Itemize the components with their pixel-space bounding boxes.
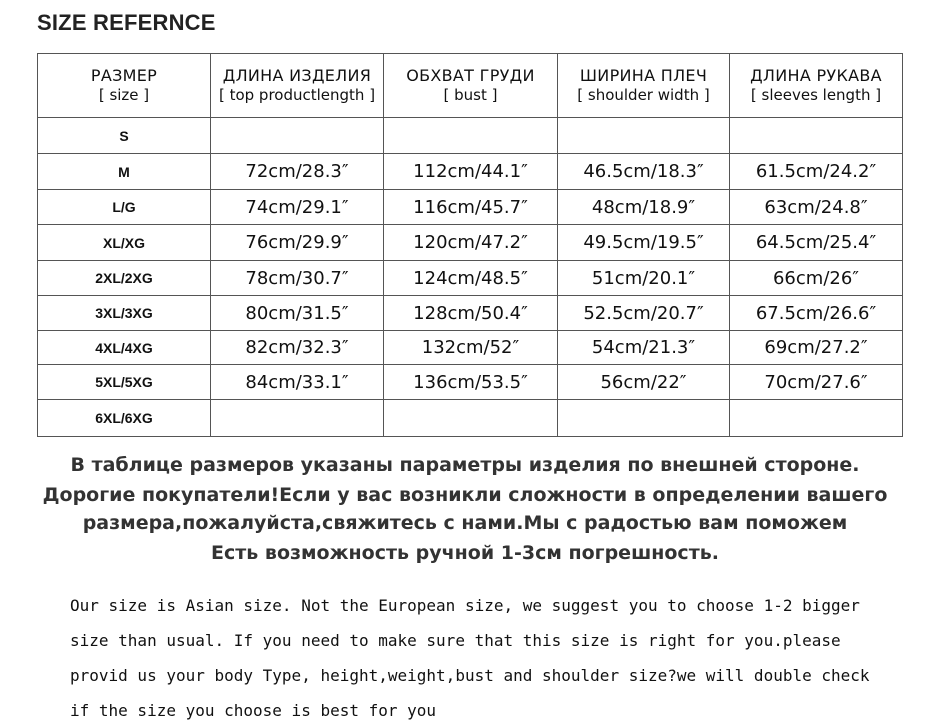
measurement-cell: 49.5cm/19.5″ [558,225,730,261]
measurement-cell: 67.5cm/26.6″ [730,296,903,331]
measurement-cell [211,118,384,154]
measurement-cell: 136cm/53.5″ [384,365,558,400]
measurement-cell [558,400,730,437]
header-label-ru: ДЛИНА РУКАВА [750,66,882,85]
measurement-cell: 84cm/33.1″ [211,365,384,400]
measurement-cell: 52.5cm/20.7″ [558,296,730,331]
size-label-cell: 5XL/5XG [38,365,211,400]
page-title: SIZE REFERNCE [37,10,216,35]
measurement-cell: 63cm/24.8″ [730,190,903,225]
measurement-cell: 51cm/20.1″ [558,261,730,296]
table-row [38,331,903,365]
size-label-cell: 3XL/3XG [38,296,211,331]
measurement-cell: 132cm/52″ [384,331,558,365]
measurement-cell: 82cm/32.3″ [211,331,384,365]
size-label-cell: M [38,154,211,190]
russian-note-line: В таблице размеров указаны параметры изделия по внешней стороне. [70,454,860,476]
header-label-en: [ top productlength ] [218,86,376,104]
header-label-ru: РАЗМЕР [90,66,158,85]
measurement-cell: 76cm/29.9″ [211,225,384,261]
russian-note-line: размера,пожалуйста,свяжитесь с нами.Мы с радостью вам поможем [82,512,848,534]
header-label-en: [ shoulder width ] [577,86,710,104]
russian-note-line: Дорогие покупатели!Если у вас возникли сложности в определении вашего [42,484,888,506]
header-label-en: [ size ] [98,86,150,104]
header-label-ru: ШИРИНА ПЛЕЧ [579,66,708,85]
size-label-cell: 6XL/6XG [38,400,211,437]
measurement-cell [384,118,558,154]
header-sleeve [730,54,903,118]
measurement-cell: 78cm/30.7″ [211,261,384,296]
english-note-line: Our size is Asian size. Not the European size, we suggest you to choose 1-2 bigger [70,596,860,615]
measurement-cell [211,400,384,437]
size-label-cell: XL/XG [38,225,211,261]
measurement-cell: 128cm/50.4″ [384,296,558,331]
size-table [37,53,903,437]
table-header-row [38,54,903,118]
header-label-ru: ДЛИНА ИЗДЕЛИЯ [222,66,372,85]
measurement-cell: 61.5cm/24.2″ [730,154,903,190]
size-label-cell: 4XL/4XG [38,331,211,365]
measurement-cell: 70cm/27.6″ [730,365,903,400]
table-row [38,400,903,437]
measurement-cell: 66cm/26″ [730,261,903,296]
table-row [38,118,903,154]
table-row [38,296,903,331]
measurement-cell: 64.5cm/25.4″ [730,225,903,261]
header-label-en: [ bust ] [443,86,498,104]
size-label-cell: 2XL/2XG [38,261,211,296]
russian-note-line: Есть возможность ручной 1-3см погрешность. [211,542,719,564]
measurement-cell [730,118,903,154]
measurement-cell: 112cm/44.1″ [384,154,558,190]
header-bust [384,54,558,118]
table-row [38,261,903,296]
table-row [38,225,903,261]
table-row [38,365,903,400]
header-label-ru: ОБХВАТ ГРУДИ [406,66,535,85]
header-shoulder [558,54,730,118]
header-label-en: [ sleeves length ] [750,86,882,104]
measurement-cell [558,118,730,154]
measurement-cell: 48cm/18.9″ [558,190,730,225]
english-note-line: provid us your body Type, height,weight,bust and shoulder size?we will double check [70,666,870,685]
size-label-cell: L/G [38,190,211,225]
measurement-cell [730,400,903,437]
measurement-cell: 116cm/45.7″ [384,190,558,225]
table-row [38,154,903,190]
measurement-cell: 72cm/28.3″ [211,154,384,190]
table-row [38,190,903,225]
measurement-cell: 120cm/47.2″ [384,225,558,261]
measurement-cell: 69cm/27.2″ [730,331,903,365]
measurement-cell [384,400,558,437]
size-label-cell: S [38,118,211,154]
english-note-line: size than usual. If you need to make sure that this size is right for you.please [70,631,841,650]
header-size [38,54,211,118]
measurement-cell: 124cm/48.5″ [384,261,558,296]
header-length [211,54,384,118]
measurement-cell: 46.5cm/18.3″ [558,154,730,190]
measurement-cell: 74cm/29.1″ [211,190,384,225]
measurement-cell: 56cm/22″ [558,365,730,400]
english-note-line: if the size you choose is best for you [70,701,437,720]
measurement-cell: 54cm/21.3″ [558,331,730,365]
measurement-cell: 80cm/31.5″ [211,296,384,331]
